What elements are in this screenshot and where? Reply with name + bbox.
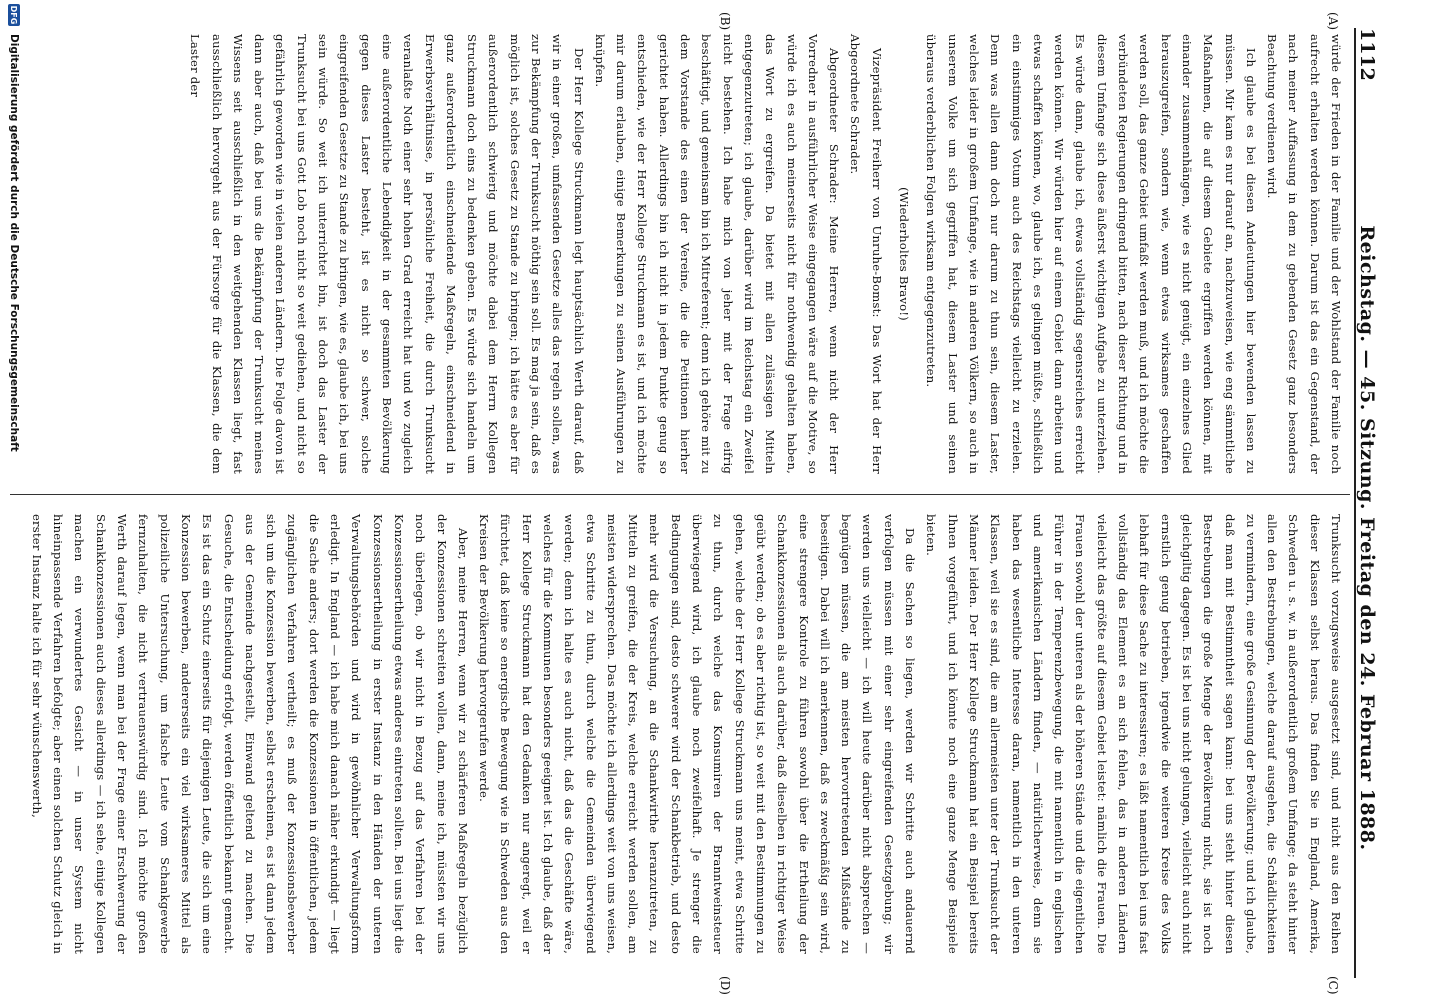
paragraph: würde der Frieden in der Familie und der Wohlstand der Familie noch aufrecht erhalten werden können. Darum ist das ein Gegenstand, der nach meiner Auffassung in dem zu gebenden Gesetz ganz besonders Beachtung verdienen wird. <box>1265 34 1343 474</box>
paragraph: Aber, meine Herren, wenn wir zu schärferen Maßregeln bezüglich der Konzessionen schreiten wollen, dann, meine ich, müssten wir uns noch überlegen, ob wir nicht in Bezug auf das Verfahren bei der Konzessionsertheilung etwas anderes eintreten sollten. Bei uns liegt die Konzessionsertheilung in erster Instanz in den Händen der unteren Verwaltungsbehörden und wird in gewöhnlicher Verwaltungsform erledigt. In England — ich habe mich danach näher erkundigt — liegt die Sache anders; dort werden die Konzessionen in öffentlichen, jedem zugänglichen Verfahren vertheilt; es muß der Konzessionsbewerber sich um die Konzession bewerben, selbst erscheinen, es ist dann jedem aus der Gemeinde nachgestellt, Einwand geltend zu machen. Die Gesuche, die Entscheidung erfolgt, werden öffentlich bekannt gemacht. Es ist das ein Schutz einerseits für diejenigen Leute, die sich um eine Konzession bewerben, andererseits ein viel wirksameres Mittel als polizeiliche Untersuchung, um falsche Leute vom Schankgewerbe fernzuhalten, die nicht vertrauenswürdig sind. Ich möchte großen Werth darauf legen, wenn man bei der Frage einer Erschwerung der Schankkonzessionen auch dieses allerdings — ich sehe, einige Kollegen machen ein verwundertes Gesicht — in unser System nicht hineinpassende Verfahren befolgte; aber einen solchen Schutz gleich in erster Instanz halte ich für sehr wünschenswerth, <box>29 514 470 954</box>
paragraph: Abgeordneter Schrader: Meine Herren, wenn nicht der Herr Vorredner in ausführlicher Weise eingegangen wäre auf die Motive, so würde ich es auch meinerseits nicht für nothwendig gehalten haben, das Wort zu ergreifen. Da bietet mit allen zulässigen Mitteln entgegenzutreten; ich glaube, darüber wird im Reichstag ein Zweifel nicht bestehen. Ich habe mich von jeher mit der Frage eifrig beschäftigt, und gemeinsam bin ich Mitreferent; denn ich gehöre mit zu dem Vorstande des einen der Vereine, die die Petitionen hierher gerichtet haben. Allerdings bin ich nicht in jedem Punkte genug so entschieden, wie der Herr Kollege Struckmann es ist, und ich möchte mir darum erlauben, einige Bemerkungen zu seinen Ausführungen zu knüpfen. <box>592 34 842 474</box>
digitization-credit <box>0 0 28 1004</box>
paragraph: Der Herr Kollege Struckmann legt hauptsächlich Werth darauf, daß wir in einer großen, umfassenden Gesetze alles das regeln sollen, was zur Bekämpfung der Trunksucht nöthig sein soll. Es mag ja sein, daß es möglich ist, solches Gesetz zu Stande zu bringen; ich hätte es aber für außerordentlich schwierig und möchte dabei dem Herrn Kollegen Struckmann doch eins zu bedenken geben. Es würde sich handeln um ganz außerordentlich einschneidende Maßregeln, einschneidend in Erwerbsverhältnisse, in persönliche Freiheit, die durch Trunksucht veranlaßte Noth einer sehr hohen Grad erreicht hat und wo zugleich eine außerordentliche Lebendigkeit in der gesammten Bevölkerung gegen dieses Laster besteht, ist es nicht so schwer, solche eingreifenden Gesetze zu Stande zu bringen, wie es, glaube ich, bei uns sein würde. So weit ich unterrichtet bin, ist doch das Laster der Trunksucht bei uns Gott Lob noch nicht so weit gediehen, und nicht so gefährlich geworden wie in vielen anderen Ländern. Die Folge davon ist dann aber auch, daß bei uns die Bekämpfung der Trunksucht meines Wissens seit ausschließlich in den weitgehenden Klassen liegt, fast ausschließlich hervorgeht aus der Fürsorge für die Klassen, die dem Laster der <box>188 34 586 474</box>
margin-mark-c: (C) <box>1326 976 1340 995</box>
page-header <box>1354 28 1390 978</box>
right-column <box>16 514 1346 954</box>
dfg-logo: DFG <box>9 5 19 25</box>
paragraph: Da die Sachen so liegen, werden wir Schritte auch andauernd verfolgen müssen mit einer sehr eingreifenden Gesetzgebung; wir werden uns vielleicht — ich will heute darüber nicht absprechen — begnügen müssen, die am meisten hervortretenden Mißstände zu beseitigen. Dabei will ich anerkennen, daß es zweckmäßig sein wird, eine strengere Kontrole zu führen sowohl über die Ertheilung der Schankkonzessionen als auch darüber, daß dieselben in richtiger Weise geübt werden; ob es aber richtig ist, so weit mit den Bestimmungen zu gehen, welche der Herr Kollege Struckmann uns meint, etwa Schritte zu thun, durch welche das Konsumiren der Branntweinsteuer überwiegend wird, ich glaube noch zweifelhaft. Je strenger die Bedingungen sind, desto schwerer wird der Schankbetrieb, und desto mehr wird die Versuchung, an die Schankwirthe heranzutreten, zu Mitteln zu greifen, die der Kreis, welche erreicht werden sollen, am meisten widersprechen. Das möchte ich allerdings weit von uns weisen, etwa Schritte zu thun, durch welche die Gemeinden überwiegend werden; denn ich halte es auch nicht, daß das die Geschäfte wäre, welches für die Kommunen besonders geeignet ist. Ich glaube, daß der Herr Kollege Struckmann hat den Gedanken nur angeregt, weil er fürchtet, daß keine so energische Bewegung wie in Schweden aus den Kreisen der Bevölkerung hervorgerufen werde. <box>477 514 918 954</box>
applause-note: (Wiederholtes Bravo!) <box>897 187 912 321</box>
page-title: Reichstag. — 45. Sitzung. Freitag den 24. Februar 1888. <box>1356 225 1378 851</box>
margin-mark-d: (D) <box>718 976 732 995</box>
margin-mark-b: (B) <box>718 12 732 31</box>
speaker-intro: Vizepräsident Freiherr von Unruhe-Bomst: Das Wort hat der Herr Abgeordnete Schrader. <box>848 34 884 474</box>
credit-text: Digitalisierung gefördert durch die Deutsche Forschungsgemeinschaft <box>8 34 20 452</box>
paragraph: Trunksucht vorzugsweise ausgesetzt sind, und nicht aus den Reihen dieser Klassen selbst heraus. Das finden Sie in England, Amerika, Schweden u. s. w. in außerordentlich großem Umfange; da steht hinter allen den Bestrebungen, welche darauf ausgehen, die Schädlichkeiten zu vermindern, eine große Gesinnung der Bevölkerung; und ich glaube, daß man mit Bestimmtheit sagen kann: bei uns steht hinter diesen Bestrebungen die große Menge der Bevölkerung nicht, sie ist noch gleichgiltig dagegen. Es ist bei uns nicht gelungen, vielleicht auch nicht ernstlich genug betrieben, irgendwie die weiteren Kreise des Volks lebhaft für diese Sache zu interessiren; es läßt namentlich bei uns fast vollständig das Element es an sich fehlen, das in anderen Ländern vielleicht das größte auf diesem Gebiet leistet: nämlich die Frauen. Die Frauen sowohl der unteren als der höheren Stände und die eigentlichen Führer in der Temperenzbewegung, die mit namentlich in englischen und amerikanischen Ländern finden, — natürlicherweise, denn sie haben das wesentliche Interesse daran, namentlich in den unteren Klassen, weil sie es sind, die am allermeisten unter der Trunksucht der Männer leiden. Der Herr Kollege Struckmann hat ein Beispiel bereits Ihnen vorgeführt, und ich könnte noch eine ganze Menge Beispiele bieten. <box>924 514 1343 954</box>
paragraph: Ich glaube es bei diesen Andeutungen hier bewenden lassen zu müssen. Mir kam es nur darauf an, nachzuweisen, wie eng sämmtliche Maßnahmen, die auf diesem Gebiete ergriffen werden können, mit einander zusammenhängen, wie es nicht genügt, ein einzelnes Glied herauszugreifen, sondern wie, wenn etwas wirksames geschaffen werden soll, das ganze Gebiet umfaßt werden muß, und ich möchte die verbündeten Regierungen dringend bitten, nach dieser Richtung und in diesem Umfange sich diese äußerst wichtigen Aufgabe zu unterziehen. Es würde dann, glaube ich, etwas vollständig segensreiches erreicht werden können. Wir würden hier auf einem Gebiet dann arbeiten und etwas schaffen können, wo, glaube ich, es gelingen müßte, schließlich ein einstimmiges Votum auch des Reichstags vielleicht zu erzielen. Denn was allen dann doch nur darum zu thun sein, diesem Laster, welches leider in großem Umfange, wie in anderen Völkern, so auch in unserem Volke um sich gegriffen hat, diesem Laster und seinen überaus verderblichen Folgen wirksam entgegenzutreten. <box>924 34 1258 474</box>
page-number: 1112 <box>1356 28 1378 81</box>
left-column <box>16 34 1346 474</box>
column-divider <box>10 494 1350 495</box>
margin-mark-a: (A) <box>1326 12 1340 31</box>
